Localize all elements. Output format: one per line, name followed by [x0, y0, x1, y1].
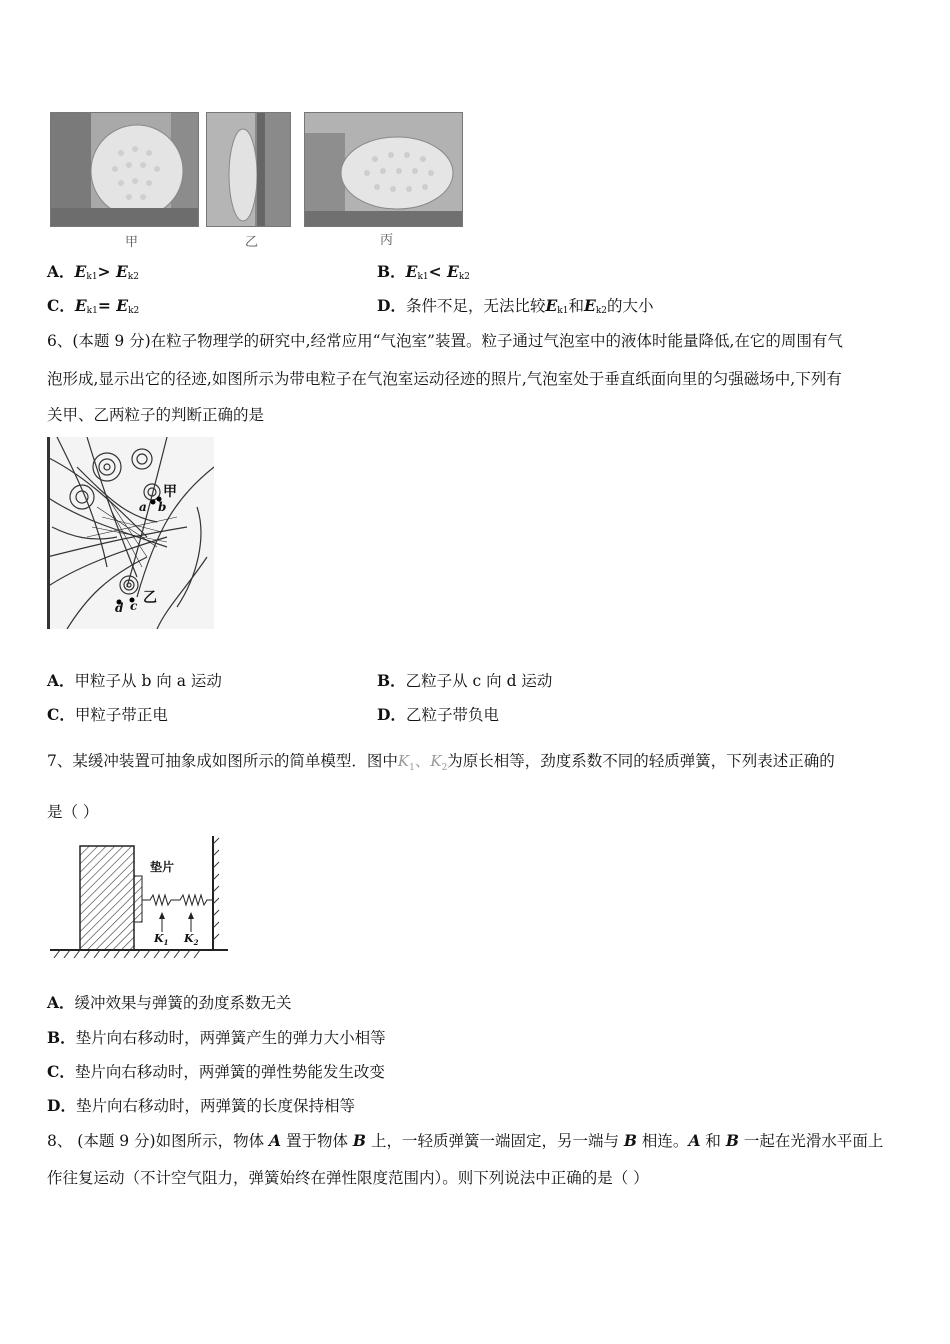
label-jia: 甲: [163, 484, 177, 500]
q7-option-d: D．垫片向右移动时，两弹簧的长度保持相等: [47, 1096, 355, 1115]
spring-k1: [142, 895, 176, 905]
option-letter: C．: [47, 296, 75, 315]
q5-option-d: D．条件不足，无法比较$E_{k1}$和$E_{k2}$的大小: [377, 296, 654, 316]
option-letter: A．: [47, 262, 75, 281]
golf-ball-yi-image: [207, 113, 290, 226]
spring-k2: [176, 895, 213, 905]
q5-option-a: A．$E_{k1}> E_{k2}$: [47, 262, 139, 282]
block: [80, 846, 134, 950]
q6-stem-line-3: 关甲、乙两粒子的判断正确的是: [47, 406, 265, 424]
golf-ball-jia-image: [51, 113, 198, 226]
q7-stem-line-2: 是（ ）: [47, 803, 99, 821]
pad-label: 垫片: [150, 860, 175, 874]
option-letter: D．: [377, 705, 406, 724]
k1-label: $K_1$: [154, 932, 169, 948]
q7-option-c: C．垫片向右移动时，两弹簧的弹性势能发生改变: [47, 1062, 385, 1081]
q6-stem-line-2: 泡形成,显示出它的径迹,如图所示为带电粒子在气泡室运动径迹的照片,气泡室处于垂直纸面向里的匀强磁场中,下列有: [47, 370, 842, 388]
q6-option-a: A．甲粒子从 b 向 a 运动: [47, 671, 222, 690]
q7-option-a: A．缓冲效果与弹簧的劲度系数无关: [47, 993, 292, 1012]
point-a-dot: [151, 500, 156, 505]
golf-photo-jia: [50, 112, 199, 227]
k2-label: $K_2$: [184, 932, 199, 948]
option-letter: C．: [47, 1062, 75, 1081]
golf-photo-yi: [206, 112, 291, 227]
q7-stem-line-1: 7、某缓冲装置可抽象成如图所示的简单模型．图中$K_1$、$K_2$为原长相等，劲度系数不同的轻质弹簧，下列表述正确的: [47, 752, 835, 774]
q5-option-b: B．$E_{k1}< E_{k2}$: [377, 262, 471, 282]
option-letter: B．: [377, 262, 406, 281]
caption-bing: 丙: [380, 233, 394, 248]
golf-photo-bing: [304, 112, 463, 227]
option-letter: B．: [377, 671, 406, 690]
q7-option-b: B．垫片向右移动时，两弹簧产生的弹力大小相等: [47, 1028, 386, 1047]
option-letter: D．: [377, 296, 406, 315]
caption-jia: 甲: [125, 235, 139, 250]
label-c: c: [130, 599, 138, 613]
golf-ball-bing-image: [305, 113, 462, 226]
q6-option-b: B．乙粒子从 c 向 d 运动: [377, 671, 553, 690]
label-a: a: [139, 500, 147, 514]
caption-yi: 乙: [245, 235, 259, 250]
q6-option-c: C．甲粒子带正电: [47, 705, 168, 724]
option-letter: B．: [47, 1028, 76, 1047]
label-yi: 乙: [143, 590, 157, 606]
option-letter: D．: [47, 1096, 76, 1115]
q8-stem-line-2: 作往复运动（不计空气阻力，弹簧始终在弹性限度范围内）。则下列说法中正确的是（ ）: [47, 1169, 649, 1187]
bubble-chamber-figure: [47, 437, 214, 629]
q5-option-c: C．$E_{k1}= E_{k2}$: [47, 296, 140, 316]
buffer-device-diagram: [50, 834, 230, 958]
option-letter: A．: [47, 671, 75, 690]
q6-stem-line-1: 6、(本题 9 分)在粒子物理学的研究中,经常应用“气泡室”装置。粒子通过气泡室中的液体时能量降低,在它的周围有气: [47, 332, 843, 350]
q8-stem-line-1: 8、 (本题 9 分)如图所示，物体 A 置于物体 B 上，一轻质弹簧一端固定，另一端与 B 相连。A 和 B 一起在光滑水平面上: [47, 1131, 884, 1150]
buffer-device-figure: [50, 834, 230, 958]
q6-option-d: D．乙粒子带负电: [377, 705, 499, 724]
option-letter: A．: [47, 993, 75, 1012]
option-letter: C．: [47, 705, 75, 724]
pad: [134, 876, 142, 922]
label-b: b: [158, 500, 167, 514]
label-d: d: [115, 601, 124, 615]
